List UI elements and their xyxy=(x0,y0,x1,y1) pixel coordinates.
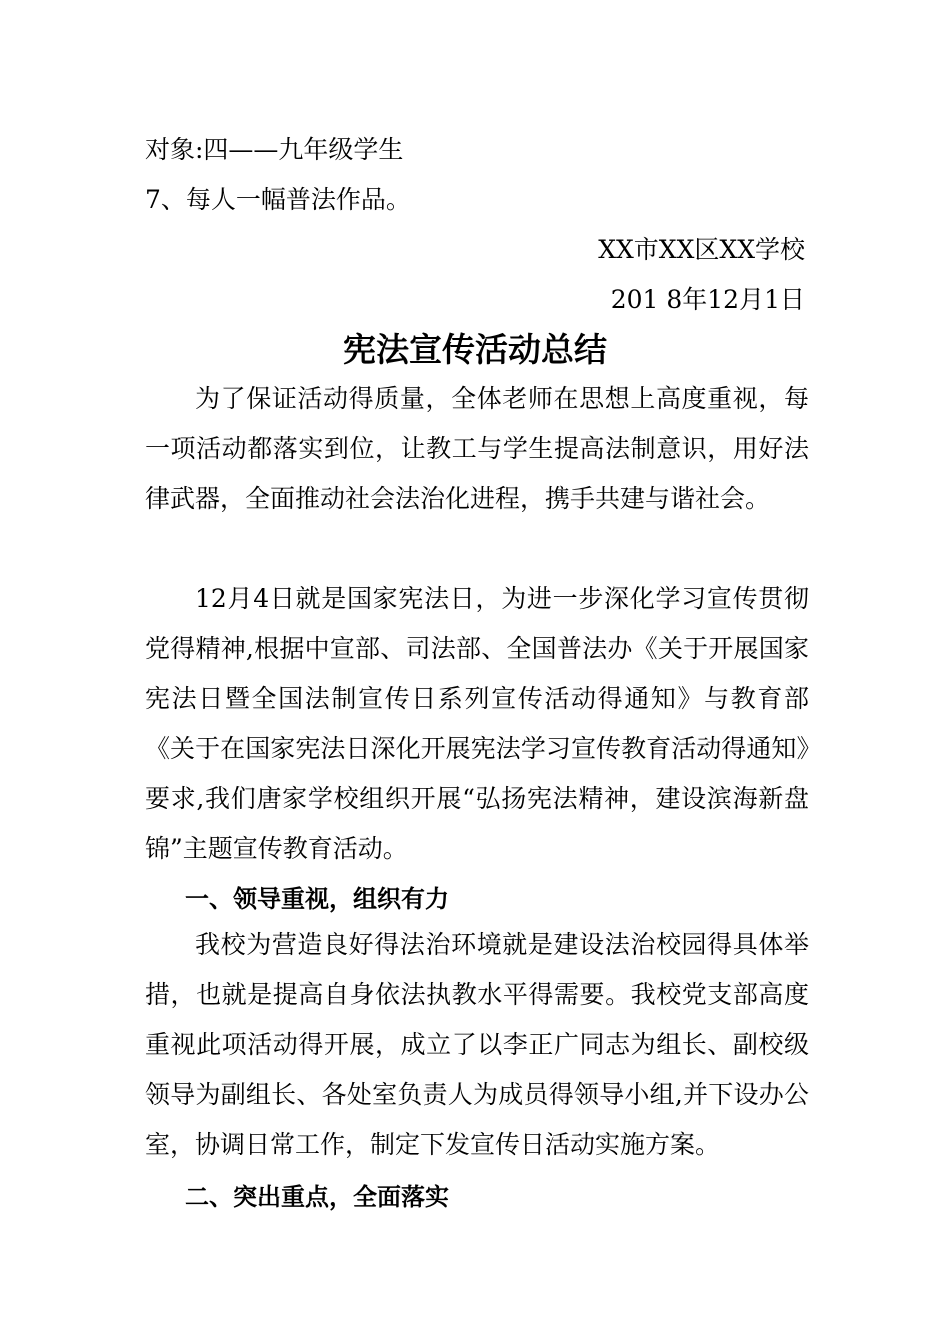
section-1-paragraph: 我校为营造良好得法治环境就是建设法治校园得具体举措，也就是提高自身依法执教水平得需要。我校党支部高度重视此项活动得开展，成立了以李正广同志为组长、副校级领导为副组长、各处室负责人为成员得领导小组,并下设办公室，协调日常工作，制定下发宣传日活动实施方案。 xyxy=(145,930,809,1159)
document-title: 宪法宣传活动总结 xyxy=(343,330,607,369)
section-1-heading: 一、领导重视，组织有力 xyxy=(185,885,449,913)
section-2-heading: 二、突出重点，全面落实 xyxy=(185,1183,449,1211)
item-7-line: 7、每人一幅普法作品。 xyxy=(145,185,411,214)
paragraph-constitution-day: 12月4日就是国家宪法日，为进一步深化学习宣传贯彻党得精神,根据中宣部、司法部、全国普法办《关于开展国家宪法日暨全国法制宣传日系列宣传活动得通知》与教育部《关于在国家宪法日深化开展宪法学习宣传教育活动得通知》要求,我们唐家学校组织开展“弘扬宪法精神，建设滨海新盘锦”主题宣传教育活动。 xyxy=(145,584,809,863)
signature-date: 201 8年12月1日 xyxy=(610,285,805,314)
paragraph-intro: 为了保证活动得质量，全体老师在思想上高度重视，每一项活动都落实到位，让教工与学生提高法制意识，用好法律武器，全面推动社会法治化进程，携手共建与谐社会。 xyxy=(145,384,809,513)
target-audience-line: 对象:四——九年级学生 xyxy=(145,135,404,164)
school-signature: XX市XX区XX学校 xyxy=(598,235,805,264)
